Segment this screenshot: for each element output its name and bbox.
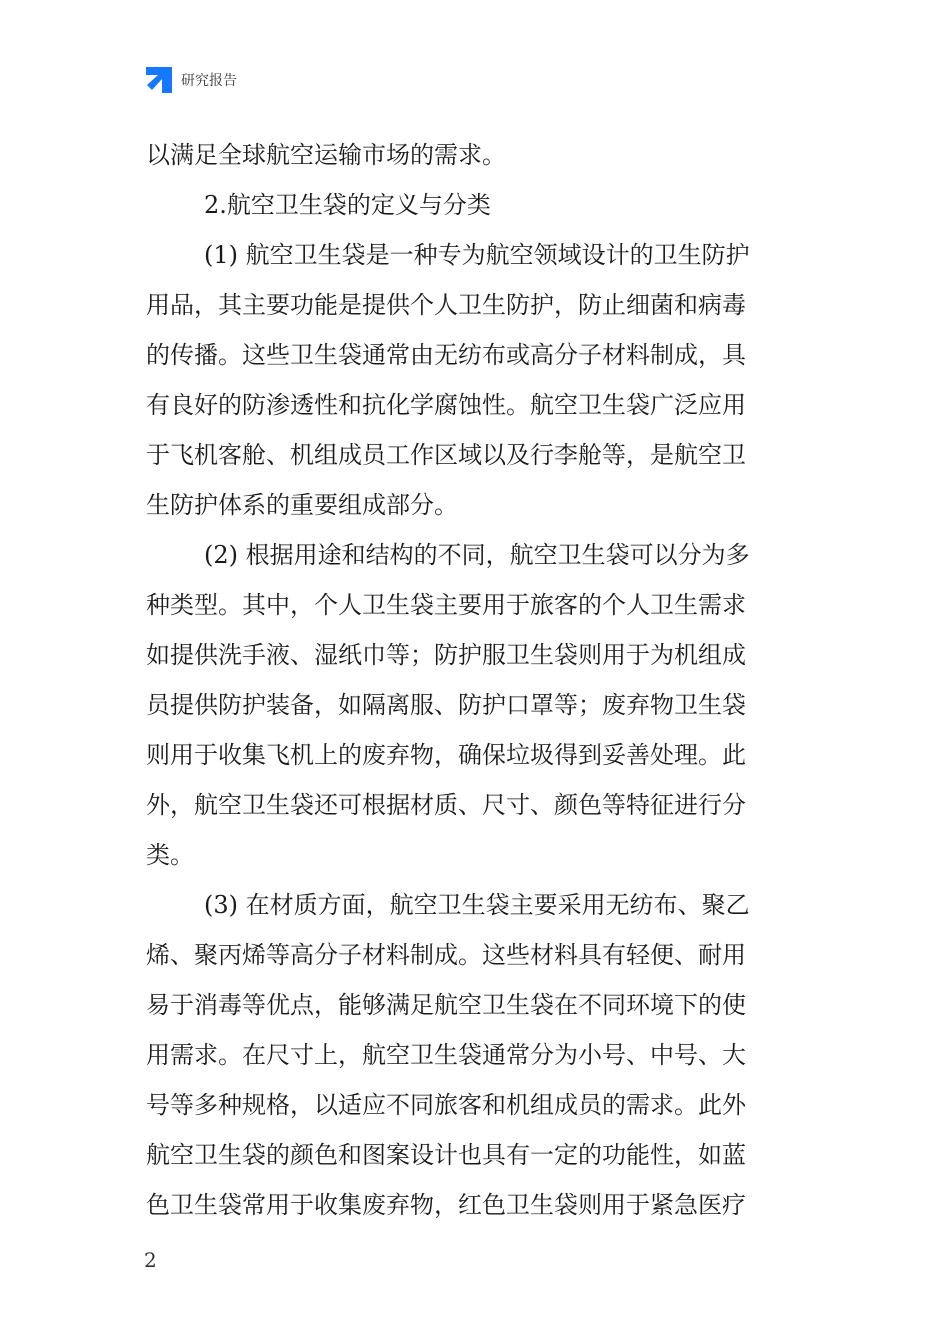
text-line: (1) 航空卫生袋是一种专为航空领域设计的卫生防护 bbox=[204, 241, 750, 269]
text-line: 色卫生袋常用于收集废弃物，红色卫生袋则用于紧急医疗 bbox=[146, 1191, 746, 1219]
text-line: 则用于收集飞机上的废弃物，确保垃圾得到妥善处理。此 bbox=[146, 741, 746, 769]
text-line: 以满足全球航空运输市场的需求。 bbox=[146, 141, 506, 169]
text-line: 外，航空卫生袋还可根据材质、尺寸、颜色等特征进行分 bbox=[146, 791, 746, 819]
section-heading: 2.航空卫生袋的定义与分类 bbox=[204, 191, 491, 219]
text-line: 用需求。在尺寸上，航空卫生袋通常分为小号、中号、大 bbox=[146, 1041, 746, 1069]
logo-arrow-icon bbox=[146, 67, 172, 93]
text-line: 航空卫生袋的颜色和图案设计也具有一定的功能性，如蓝 bbox=[146, 1141, 746, 1169]
text-line: (3) 在材质方面，航空卫生袋主要采用无纺布、聚乙 bbox=[204, 891, 750, 919]
text-line: (2) 根据用途和结构的不同，航空卫生袋可以分为多 bbox=[204, 541, 750, 569]
document-body bbox=[146, 130, 811, 1230]
header-title: 研究报告 bbox=[181, 73, 237, 89]
text-line: 生防护体系的重要组成部分。 bbox=[146, 491, 458, 519]
text-line: 类。 bbox=[146, 841, 194, 869]
text-line: 如提供洗手液、湿纸巾等；防护服卫生袋则用于为机组成 bbox=[146, 641, 746, 669]
page-number: 2 bbox=[144, 1248, 157, 1272]
text-line: 号等多种规格，以适应不同旅客和机组成员的需求。此外 bbox=[146, 1091, 746, 1119]
text-line: 种类型。其中，个人卫生袋主要用于旅客的个人卫生需求 bbox=[146, 591, 746, 619]
text-line: 的传播。这些卫生袋通常由无纺布或高分子材料制成，具 bbox=[146, 341, 746, 369]
text-line: 用品，其主要功能是提供个人卫生防护，防止细菌和病毒 bbox=[146, 291, 746, 319]
text-line: 员提供防护装备，如隔离服、防护口罩等；废弃物卫生袋 bbox=[146, 691, 746, 719]
text-line: 烯、聚丙烯等高分子材料制成。这些材料具有轻便、耐用 bbox=[146, 941, 746, 969]
text-line: 有良好的防渗透性和抗化学腐蚀性。航空卫生袋广泛应用 bbox=[146, 391, 746, 419]
text-line: 于飞机客舱、机组成员工作区域以及行李舱等，是航空卫 bbox=[146, 441, 746, 469]
text-line: 易于消毒等优点，能够满足航空卫生袋在不同环境下的使 bbox=[146, 991, 746, 1019]
report-header bbox=[146, 66, 237, 94]
